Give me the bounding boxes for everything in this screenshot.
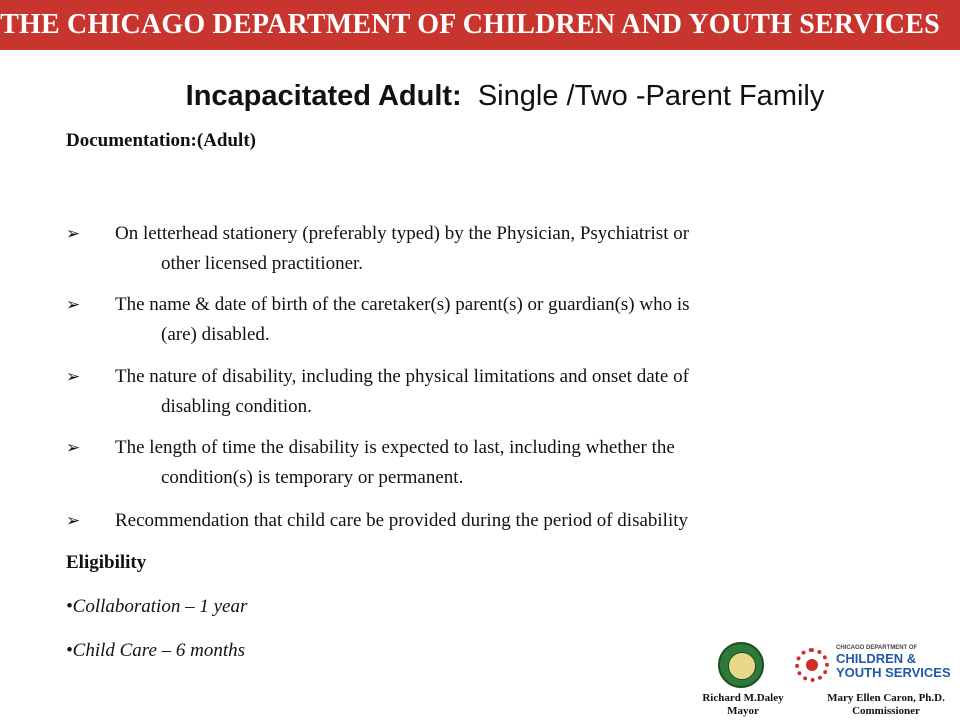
bullet-line: The name & date of birth of the caretaker(s) parent(s) or guardian(s) who is	[115, 294, 690, 315]
bullet-line: The length of time the disability is expected to last, including whether the	[115, 437, 675, 458]
mayor-caption	[700, 692, 786, 718]
arrow-bullet-icon: ➢	[66, 438, 81, 457]
mayor-name: Richard M.Daley	[702, 692, 784, 704]
city-seal-icon	[718, 642, 764, 688]
list-item	[66, 506, 856, 536]
arrow-bullet-icon: ➢	[66, 295, 81, 314]
logo-small-text: CHICAGO DEPARTMENT OF	[836, 645, 918, 651]
eligibility-item: •Child Care – 6 months	[66, 640, 246, 661]
header-title: THE CHICAGO DEPARTMENT OF CHILDREN AND YOUTH SERVICES	[0, 9, 940, 40]
commissioner-name: Mary Ellen Caron, Ph.D.	[827, 692, 945, 704]
bullet-line: Recommendation that child care be provided during the period of disability	[115, 510, 689, 531]
footer-logos	[700, 636, 960, 720]
bullet-line: other licensed practitioner.	[161, 253, 364, 274]
page-title	[0, 80, 960, 113]
documentation-heading: Documentation:(Adult)	[66, 130, 256, 151]
dcys-wheel-logo-icon	[795, 648, 829, 682]
logo-line-2: YOUTH SERVICES	[836, 665, 951, 680]
title-bold: Incapacitated Adult:	[185, 80, 462, 112]
dcys-logo	[836, 644, 960, 680]
commissioner-role: Commissioner	[852, 705, 920, 717]
eligibility-heading: Eligibility	[66, 552, 147, 573]
bullet-line: disabling condition.	[161, 396, 312, 417]
list-item	[66, 290, 856, 350]
logo-line-1: CHILDREN &	[836, 651, 917, 666]
list-item	[66, 219, 856, 279]
list-item	[66, 433, 856, 493]
bullet-line: The nature of disability, including the physical limitations and onset date of	[115, 366, 689, 387]
arrow-bullet-icon: ➢	[66, 367, 81, 386]
bullet-line: condition(s) is temporary or permanent.	[161, 467, 464, 488]
arrow-bullet-icon: ➢	[66, 511, 81, 530]
eligibility-item: •Collaboration – 1 year	[66, 596, 248, 617]
bullet-line: On letterhead stationery (preferably typed) by the Physician, Psychiatrist or	[115, 223, 690, 244]
list-item	[66, 362, 856, 422]
arrow-bullet-icon: ➢	[66, 224, 81, 243]
title-rest: Single /Two -Parent Family	[477, 80, 825, 112]
bullet-line: (are) disabled.	[161, 324, 270, 345]
mayor-role: Mayor	[727, 705, 759, 717]
header-banner	[0, 0, 960, 50]
commissioner-caption	[812, 692, 960, 718]
